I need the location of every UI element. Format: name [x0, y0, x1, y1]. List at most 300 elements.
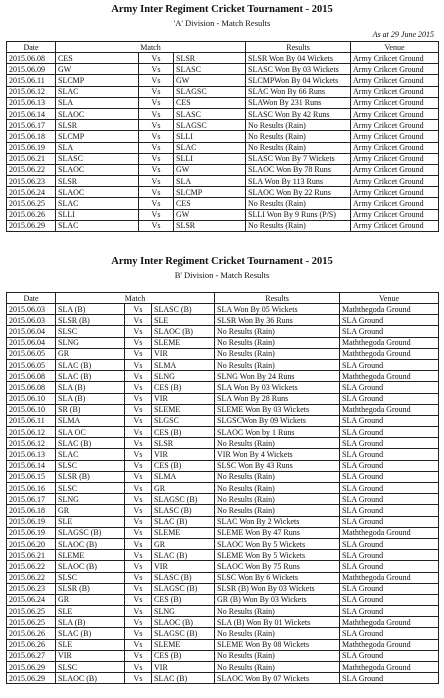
match-venue: Army Crikcet Ground: [351, 97, 439, 108]
table-row: [7, 460, 439, 471]
match-venue: Maththegoda Ground: [340, 371, 439, 382]
match-result: SLGSCWon By 09 Wickets: [215, 415, 340, 426]
table-row: [7, 393, 439, 404]
team-away: SLMA: [152, 359, 215, 370]
match-result: SLA Won By 03 Wickets: [215, 382, 340, 393]
table-row: [7, 120, 439, 131]
team-away: SLLI: [174, 131, 246, 142]
versus-label: Vs: [125, 382, 152, 393]
team-away: VIR: [152, 393, 215, 404]
versus-label: Vs: [125, 371, 152, 382]
versus-label: Vs: [125, 304, 152, 315]
match-date: 2015.06.26: [7, 639, 56, 650]
match-result: SLASC Won By 42 Runs: [246, 108, 351, 119]
match-date: 2015.06.17: [7, 120, 56, 131]
match-result: No Results (Rain): [215, 337, 340, 348]
match-date: 2015.06.12: [7, 86, 56, 97]
team-home: SLE: [56, 516, 125, 527]
team-away: CES (B): [152, 382, 215, 393]
match-venue: SLA Ground: [340, 594, 439, 605]
match-date: 2015.06.26: [7, 628, 56, 639]
match-venue: Maththegoda Ground: [340, 348, 439, 359]
table-row: [7, 187, 439, 198]
team-away: VIR: [152, 561, 215, 572]
header-match: Match: [56, 42, 246, 53]
division-a-title: Army Inter Regiment Cricket Tournament - 2015: [111, 4, 333, 15]
table-row: [7, 404, 439, 415]
match-date: 2015.06.23: [7, 583, 56, 594]
table-row: [7, 64, 439, 75]
versus-label: Vs: [139, 86, 174, 97]
versus-label: Vs: [125, 606, 152, 617]
match-date: 2015.06.15: [7, 471, 56, 482]
team-away: VIR: [152, 348, 215, 359]
match-result: No Results (Rain): [215, 483, 340, 494]
versus-label: Vs: [125, 527, 152, 538]
table-row: [7, 209, 439, 220]
team-away: SLEME: [152, 404, 215, 415]
match-date: 2015.06.05: [7, 359, 56, 370]
versus-label: Vs: [125, 483, 152, 494]
team-away: SLAGSC (B): [152, 494, 215, 505]
table-row: [7, 617, 439, 628]
table-row: [7, 471, 439, 482]
team-away: CES: [174, 97, 246, 108]
table-row: [7, 131, 439, 142]
team-home: SLAC (B): [56, 628, 125, 639]
versus-label: Vs: [139, 131, 174, 142]
match-venue: Army Crikcet Ground: [351, 176, 439, 187]
versus-label: Vs: [139, 164, 174, 175]
header-results: Results: [215, 293, 340, 304]
team-home: SLEME: [56, 550, 125, 561]
match-result: No Results (Rain): [215, 650, 340, 661]
team-home: SLAOC (B): [56, 673, 125, 684]
match-venue: Maththegoda Ground: [340, 337, 439, 348]
team-away: GR: [152, 483, 215, 494]
match-date: 2015.06.22: [7, 561, 56, 572]
match-venue: SLA Ground: [340, 460, 439, 471]
match-result: SLEME Won By 08 Wickets: [215, 639, 340, 650]
team-away: SLAGSC (B): [152, 583, 215, 594]
match-date: 2015.06.24: [7, 594, 56, 605]
header-date: Date: [7, 42, 56, 53]
division-b-subtitle: B' Division - Match Results: [174, 270, 270, 280]
team-away: SLSR: [174, 220, 246, 231]
match-venue: SLA Ground: [340, 382, 439, 393]
team-home: SLNG: [56, 494, 125, 505]
match-venue: SLA Ground: [340, 628, 439, 639]
table-row: [7, 494, 439, 505]
match-result: SLAOC Won By 78 Runs: [246, 164, 351, 175]
team-home: SLA OC: [56, 427, 125, 438]
team-away: SLASC (B): [152, 572, 215, 583]
match-venue: SLA Ground: [340, 449, 439, 460]
match-venue: Maththegoda Ground: [340, 662, 439, 673]
versus-label: Vs: [125, 326, 152, 337]
team-away: CES (B): [152, 650, 215, 661]
team-away: SLA: [174, 176, 246, 187]
match-date: 2015.06.22: [7, 164, 56, 175]
match-venue: Army Crikcet Ground: [351, 209, 439, 220]
match-date: 2015.06.10: [7, 404, 56, 415]
table-row: [7, 449, 439, 460]
match-venue: Army Crikcet Ground: [351, 75, 439, 86]
versus-label: Vs: [125, 628, 152, 639]
match-date: 2015.06.10: [7, 393, 56, 404]
team-away: SLAOC (B): [152, 326, 215, 337]
table-row: [7, 382, 439, 393]
team-home: SLSR: [56, 176, 139, 187]
team-home: SLAC (B): [56, 371, 125, 382]
team-away: SLAGSC: [174, 120, 246, 131]
match-venue: SLA Ground: [340, 471, 439, 482]
match-result: SLSR Won By 36 Runs: [215, 315, 340, 326]
versus-label: Vs: [139, 209, 174, 220]
match-venue: SLA Ground: [340, 650, 439, 661]
versus-label: Vs: [125, 438, 152, 449]
match-venue: Maththegoda Ground: [340, 572, 439, 583]
versus-label: Vs: [125, 359, 152, 370]
table-row: [7, 527, 439, 538]
team-home: VIR: [56, 650, 125, 661]
match-date: 2015.06.18: [7, 131, 56, 142]
match-venue: Army Crikcet Ground: [351, 142, 439, 153]
table-row: [7, 505, 439, 516]
match-result: SLSR Won By 04 Wickets: [246, 53, 351, 64]
team-away: SLEME: [152, 639, 215, 650]
versus-label: Vs: [139, 97, 174, 108]
match-result: No Results (Rain): [246, 142, 351, 153]
table-row: [7, 662, 439, 673]
table-row: [7, 673, 439, 684]
match-result: SLAOC Won By 07 Wickets: [215, 673, 340, 684]
table-row: [7, 142, 439, 153]
team-home: SLLI: [56, 209, 139, 220]
table-row: [7, 538, 439, 549]
versus-label: Vs: [125, 594, 152, 605]
team-away: SLAC (B): [152, 516, 215, 527]
header-venue: Venue: [340, 293, 439, 304]
table-row: [7, 108, 439, 119]
match-venue: Army Crikcet Ground: [351, 164, 439, 175]
team-away: GW: [174, 164, 246, 175]
match-date: 2015.06.08: [7, 371, 56, 382]
team-away: CES (B): [152, 427, 215, 438]
match-venue: Army Crikcet Ground: [351, 86, 439, 97]
match-venue: Maththegoda Ground: [340, 639, 439, 650]
match-result: No Results (Rain): [215, 471, 340, 482]
match-date: 2015.06.17: [7, 494, 56, 505]
division-b-title: Army Inter Regiment Cricket Tournament - 2015: [111, 256, 333, 267]
match-venue: SLA Ground: [340, 438, 439, 449]
match-date: 2015.06.11: [7, 415, 56, 426]
match-result: SLAC Won By 2 Wickets: [215, 516, 340, 527]
match-venue: Maththegoda Ground: [340, 304, 439, 315]
team-away: SLASC (B): [152, 505, 215, 516]
match-date: 2015.06.21: [7, 153, 56, 164]
match-venue: Maththegoda Ground: [340, 527, 439, 538]
versus-label: Vs: [125, 404, 152, 415]
match-date: 2015.06.12: [7, 427, 56, 438]
match-date: 2015.06.19: [7, 516, 56, 527]
table-row: [7, 75, 439, 86]
table-row: [7, 53, 439, 64]
team-home: SLA (B): [56, 382, 125, 393]
versus-label: Vs: [139, 75, 174, 86]
match-date: 2015.06.12: [7, 438, 56, 449]
table-row: [7, 315, 439, 326]
table-row: [7, 516, 439, 527]
match-date: 2015.06.29: [7, 673, 56, 684]
table-row: [7, 337, 439, 348]
versus-label: Vs: [125, 449, 152, 460]
match-result: No Results (Rain): [215, 326, 340, 337]
match-date: 2015.06.22: [7, 572, 56, 583]
table-row: [7, 176, 439, 187]
team-home: SLSR (B): [56, 471, 125, 482]
versus-label: Vs: [125, 650, 152, 661]
team-home: SLE: [56, 639, 125, 650]
match-date: 2015.06.14: [7, 108, 56, 119]
match-date: 2015.06.13: [7, 449, 56, 460]
match-date: 2015.06.09: [7, 64, 56, 75]
versus-label: Vs: [125, 673, 152, 684]
versus-label: Vs: [139, 153, 174, 164]
team-home: SLNG: [56, 337, 125, 348]
team-away: SLNG: [152, 606, 215, 617]
table-row: [7, 550, 439, 561]
versus-label: Vs: [139, 187, 174, 198]
match-date: 2015.06.25: [7, 606, 56, 617]
match-date: 2015.06.13: [7, 97, 56, 108]
match-date: 2015.06.29: [7, 662, 56, 673]
table-row: [7, 164, 439, 175]
team-away: VIR: [152, 449, 215, 460]
match-date: 2015.06.23: [7, 176, 56, 187]
team-away: CES: [174, 198, 246, 209]
team-home: SLSC: [56, 572, 125, 583]
match-result: SLSC Won By 6 Wickets: [215, 572, 340, 583]
versus-label: Vs: [125, 516, 152, 527]
team-home: GW: [56, 64, 139, 75]
team-away: SLAGSC (B): [152, 628, 215, 639]
match-date: 2015.06.27: [7, 650, 56, 661]
header-results: Results: [246, 42, 351, 53]
versus-label: Vs: [139, 220, 174, 231]
match-date: 2015.06.08: [7, 53, 56, 64]
table-row: [7, 572, 439, 583]
match-date: 2015.06.14: [7, 460, 56, 471]
match-venue: Army Crikcet Ground: [351, 108, 439, 119]
versus-label: Vs: [125, 583, 152, 594]
versus-label: Vs: [125, 393, 152, 404]
versus-label: Vs: [125, 415, 152, 426]
match-venue: Army Crikcet Ground: [351, 131, 439, 142]
team-home: SLMA: [56, 415, 125, 426]
match-venue: SLA Ground: [340, 583, 439, 594]
team-away: SLNG: [152, 371, 215, 382]
team-away: SLEME: [152, 337, 215, 348]
versus-label: Vs: [125, 639, 152, 650]
match-result: SLAOC Won By 22 Runs: [246, 187, 351, 198]
match-date: 2015.06.05: [7, 348, 56, 359]
match-date: 2015.06.29: [7, 220, 56, 231]
table-row: [7, 86, 439, 97]
match-result: VIR Won By 4 Wickets: [215, 449, 340, 460]
team-home: SLA (B): [56, 393, 125, 404]
table-row: [7, 594, 439, 605]
team-home: SLSC: [56, 483, 125, 494]
header-match: Match: [56, 293, 215, 304]
table-row: [7, 220, 439, 231]
versus-label: Vs: [125, 460, 152, 471]
versus-label: Vs: [125, 315, 152, 326]
match-date: 2015.06.11: [7, 75, 56, 86]
match-result: SLAOC Won by 1 Runs: [215, 427, 340, 438]
match-date: 2015.06.21: [7, 550, 56, 561]
versus-label: Vs: [139, 176, 174, 187]
team-away: SLMA: [152, 471, 215, 482]
team-home: SLE: [56, 606, 125, 617]
match-venue: Army Crikcet Ground: [351, 64, 439, 75]
team-home: SLSR (B): [56, 315, 125, 326]
team-away: SLASC: [174, 64, 246, 75]
match-result: SLASC Won By 7 Wickets: [246, 153, 351, 164]
versus-label: Vs: [125, 662, 152, 673]
match-date: 2015.06.25: [7, 198, 56, 209]
team-home: SR (B): [56, 404, 125, 415]
match-date: 2015.06.18: [7, 505, 56, 516]
match-venue: SLA Ground: [340, 561, 439, 572]
match-result: No Results (Rain): [215, 505, 340, 516]
versus-label: Vs: [125, 538, 152, 549]
table-row: [7, 348, 439, 359]
table-row: [7, 359, 439, 370]
match-result: SLEME Won By 5 Wickets: [215, 550, 340, 561]
match-result: No Results (Rain): [246, 131, 351, 142]
match-result: SLEME Won By 03 Wickets: [215, 404, 340, 415]
header-date: Date: [7, 293, 56, 304]
match-date: 2015.06.26: [7, 209, 56, 220]
as-at-date: As at 29 June 2015: [372, 30, 434, 39]
versus-label: Vs: [125, 348, 152, 359]
team-home: SLA (B): [56, 617, 125, 628]
team-home: SLCMP: [56, 75, 139, 86]
versus-label: Vs: [125, 572, 152, 583]
match-venue: Army Crikcet Ground: [351, 120, 439, 131]
table-row: [7, 628, 439, 639]
team-home: SLA: [56, 142, 139, 153]
versus-label: Vs: [125, 617, 152, 628]
match-venue: Maththegoda Ground: [340, 404, 439, 415]
team-home: SLA: [56, 97, 139, 108]
match-venue: SLA Ground: [340, 326, 439, 337]
match-result: SLA Won By 113 Runs: [246, 176, 351, 187]
team-away: CES (B): [152, 460, 215, 471]
table-row: [7, 639, 439, 650]
team-away: GW: [174, 209, 246, 220]
match-result: No Results (Rain): [246, 220, 351, 231]
match-venue: Army Crikcet Ground: [351, 220, 439, 231]
match-date: 2015.06.24: [7, 187, 56, 198]
team-away: SLE: [152, 315, 215, 326]
match-result: No Results (Rain): [215, 359, 340, 370]
versus-label: Vs: [139, 198, 174, 209]
match-date: 2015.06.04: [7, 326, 56, 337]
versus-label: Vs: [125, 337, 152, 348]
match-result: SLA Won By 05 Wickets: [215, 304, 340, 315]
table-row: [7, 153, 439, 164]
team-away: SLASC: [174, 108, 246, 119]
match-date: 2015.06.16: [7, 483, 56, 494]
division-a-results-table: [6, 41, 439, 232]
team-home: SLAGSC (B): [56, 527, 125, 538]
team-home: SLAOC: [56, 108, 139, 119]
team-home: SLAOC: [56, 187, 139, 198]
table-row: [7, 326, 439, 337]
match-venue: SLA Ground: [340, 550, 439, 561]
match-date: 2015.06.03: [7, 315, 56, 326]
match-venue: SLA Ground: [340, 494, 439, 505]
versus-label: Vs: [139, 64, 174, 75]
match-result: SLSC Won By 43 Runs: [215, 460, 340, 471]
match-venue: SLA Ground: [340, 606, 439, 617]
match-venue: SLA Ground: [340, 483, 439, 494]
header-venue: Venue: [351, 42, 439, 53]
team-away: SLASC (B): [152, 304, 215, 315]
match-result: SLAOC Won By 5 Wickets: [215, 538, 340, 549]
team-home: SLA (B): [56, 304, 125, 315]
versus-label: Vs: [125, 494, 152, 505]
team-away: SLAC (B): [152, 550, 215, 561]
team-away: SLAOC (B): [152, 617, 215, 628]
team-home: SLAOC (B): [56, 538, 125, 549]
table-row: [7, 583, 439, 594]
match-result: SLA (B) Won By 01 Wickets: [215, 617, 340, 628]
match-venue: SLA Ground: [340, 427, 439, 438]
table-row: [7, 438, 439, 449]
team-home: SLSR: [56, 120, 139, 131]
table-row: [7, 427, 439, 438]
division-b-results-table: [6, 292, 439, 684]
team-away: SLEME: [152, 527, 215, 538]
table-row: [7, 415, 439, 426]
match-result: No Results (Rain): [215, 662, 340, 673]
team-away: VIR: [152, 662, 215, 673]
match-result: SLAC Won By 66 Runs: [246, 86, 351, 97]
team-away: GW: [174, 75, 246, 86]
match-venue: Army Crikcet Ground: [351, 187, 439, 198]
match-result: SLA Won By 28 Runs: [215, 393, 340, 404]
team-home: GR: [56, 348, 125, 359]
team-away: SLAGSC: [174, 86, 246, 97]
match-date: 2015.06.19: [7, 527, 56, 538]
team-away: SLLI: [174, 153, 246, 164]
versus-label: Vs: [125, 471, 152, 482]
match-venue: Army Crikcet Ground: [351, 53, 439, 64]
team-away: GR: [152, 538, 215, 549]
match-result: SLNG Won By 24 Runs: [215, 371, 340, 382]
match-venue: SLA Ground: [340, 505, 439, 516]
match-result: SLSR (B) Won By 03 Wickets: [215, 583, 340, 594]
team-home: SLAC: [56, 198, 139, 209]
team-home: SLAC: [56, 449, 125, 460]
match-venue: SLA Ground: [340, 415, 439, 426]
versus-label: Vs: [125, 561, 152, 572]
match-result: No Results (Rain): [246, 198, 351, 209]
team-away: CES (B): [152, 594, 215, 605]
